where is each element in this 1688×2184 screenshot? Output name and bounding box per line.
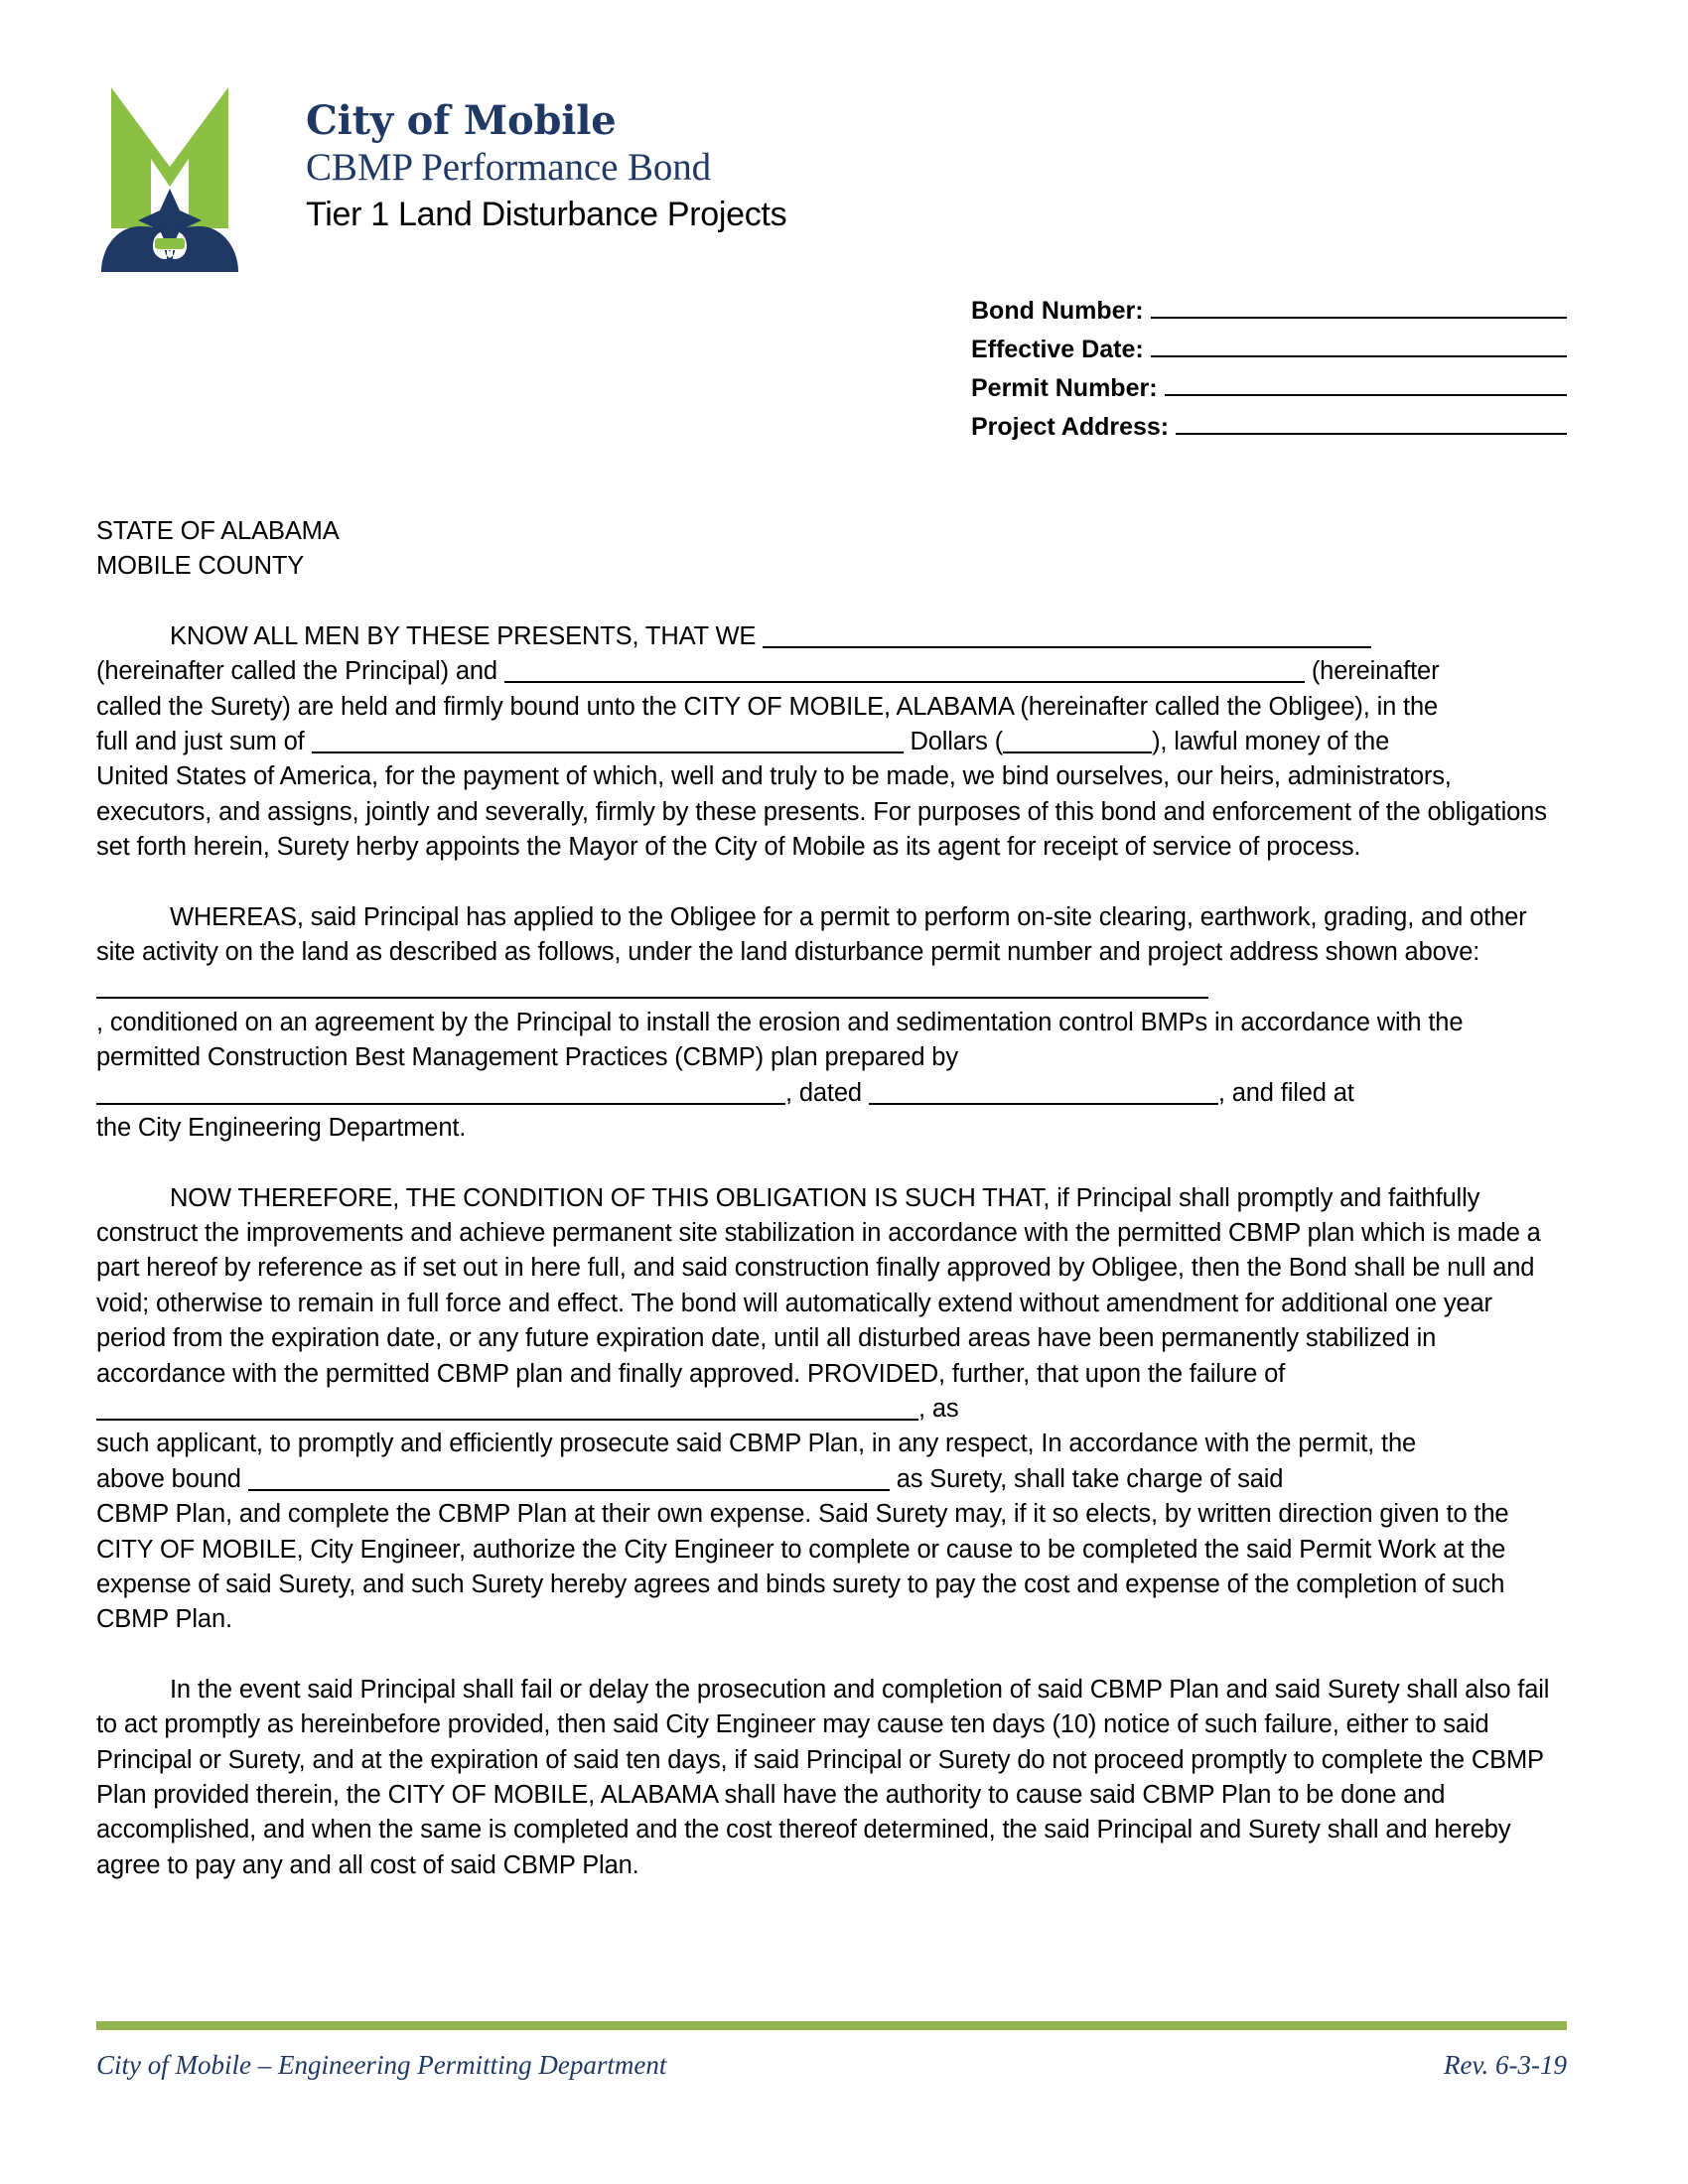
p1-sum: full and just sum of — [96, 728, 305, 756]
p1-principal: (hereinafter called the Principal) and — [96, 657, 497, 686]
document-body — [96, 514, 1563, 1883]
p3-as: , as — [918, 1394, 959, 1423]
footer-revision: Rev. 6-3-19 — [1444, 2050, 1567, 2080]
field-label: Project Address: — [971, 413, 1170, 441]
p3-above-bound: above bound — [96, 1464, 241, 1493]
paragraph-in-the-event — [96, 1673, 1563, 1883]
document-header — [95, 62, 786, 272]
field-label: Bond Number: — [971, 297, 1144, 325]
p3-applicant: such applicant, to promptly and efficiently prosecute said CBMP Plan, in any respect, In accordance with the permit, the — [96, 1430, 1417, 1458]
bond-info-fields — [971, 295, 1567, 450]
sum-figures-blank[interactable] — [1003, 730, 1152, 753]
title-block — [306, 62, 786, 236]
surety-name-blank[interactable] — [504, 659, 1305, 683]
footer-department: City of Mobile – Engineering Permitting Department — [96, 2050, 667, 2080]
p1-obligee: called the Surety) are held and firmly bound unto the CITY OF MOBILE, ALABAMA (hereinafter called the Obligee), in the — [96, 692, 1439, 721]
principal-name-blank[interactable] — [763, 624, 1371, 648]
p2-conditioned: , conditioned on an agreement by the Principal to install the erosion and sedimentation control BMPs in accordance with the permitted Construction Best Management Practices (CBMP) plan prepared by — [96, 1008, 1464, 1072]
p3-lead: NOW THEREFORE, THE CONDITION OF THIS OBLIGATION IS SUCH THAT, if Principal shall promptly and faithfully construct the improvements and achieve permanent site stabilization in accordance with the permitted CBMP plan which is made a part hereof by reference as if set out in here full, and said construction finally approved by Obligee, then the Bond shall be null and void; otherwise to remain in full force and effect. The bond will automatically extend without amendment for additional one year period from the expiration date, or any future expiration date, until all disturbed areas have been permanently stabilized in accordance with the permitted CBMP plan and finally approved. PROVIDED, further, that upon the failure of — [96, 1183, 1541, 1388]
cbmp-preparer-blank[interactable] — [96, 1081, 785, 1105]
land-description-blank[interactable] — [96, 975, 1208, 999]
p4-text: In the event said Principal shall fail or delay the prosecution and completion of said CBMP Plan and said Surety shall also fail to act promptly as hereinbefore provided, then said City Engineer may cause ten days (10) notice of such failure, either to said Principal or Surety, and at the expiration of said ten days, if said Principal or Surety do not proceed promptly to complete the CBMP Plan provided therein, the CITY OF MOBILE, ALABAMA shall have the authority to cause said CBMP Plan to be done and accomplished, and when the same is completed and the cost thereof determined, the said Principal and Surety shall and hereby agree to pay any and all cost of said CBMP Plan. — [96, 1675, 1550, 1879]
paragraph-now-therefore — [96, 1181, 1563, 1638]
page-title: City of Mobile — [306, 97, 617, 144]
field-label: Permit Number: — [971, 374, 1158, 402]
above-bound-surety-blank[interactable] — [248, 1467, 890, 1491]
sum-words-blank[interactable] — [312, 730, 904, 753]
p1-lawful: ), lawful money of the — [1152, 728, 1390, 756]
city-of-mobile-m-logo — [95, 62, 244, 272]
p1-tail: United States of America, for the payment of which, well and truly to be made, we bind ourselves, our heirs, administrators, executors, and assigns, jointly and severally, firmly by these presents. For purposes of this bond and enforcement of the obligations set forth herein, Surety herby appoints the Mayor of the City of Mobile as its agent for receipt of service of process. — [96, 762, 1547, 862]
footer-divider — [96, 2021, 1567, 2030]
p1-lead: KNOW ALL MEN BY THESE PRESENTS, THAT WE — [170, 621, 757, 650]
p2-tail: the City Engineering Department. — [96, 1114, 467, 1143]
paragraph-know-all-men — [96, 619, 1563, 866]
effective-date-input[interactable] — [1151, 334, 1567, 357]
p3-tail: CBMP Plan, and complete the CBMP Plan at their own expense. Said Surety may, if it so elects, by written direction given to the CITY OF MOBILE, City Engineer, authorize the City Engineer to complete or cause to be completed the said Permit Work at the expense of said Surety, and such Surety hereby agrees and binds surety to pay the cost and expense of the completion of such CBMP Plan. — [96, 1500, 1509, 1634]
page-subtitle: CBMP Performance Bond — [306, 146, 712, 190]
jurisdiction-state: STATE OF ALABAMA — [96, 517, 340, 545]
page-subtitle-tier: Tier 1 Land Disturbance Projects — [306, 195, 787, 233]
p2-dated: , dated — [785, 1078, 862, 1107]
field-project-address — [971, 411, 1567, 441]
p3-surety: as Surety, shall take charge of said — [896, 1464, 1284, 1493]
project-address-input[interactable] — [1176, 411, 1567, 435]
jurisdiction-county: MOBILE COUNTY — [96, 552, 305, 581]
cbmp-date-blank[interactable] — [869, 1081, 1218, 1105]
bond-number-input[interactable] — [1151, 295, 1567, 319]
field-bond-number — [971, 295, 1567, 325]
p1-hereinafter: (hereinafter — [1311, 657, 1440, 686]
document-footer — [96, 2050, 1567, 2081]
field-effective-date — [971, 334, 1567, 363]
field-permit-number — [971, 372, 1567, 402]
permit-number-input[interactable] — [1165, 372, 1567, 396]
p2-lead: WHEREAS, said Principal has applied to the Obligee for a permit to perform on-site clearing, earthwork, grading, and other site activity on the land as described as follows, under the land disturbance permit number and project address shown above: — [96, 902, 1527, 967]
p1-dollars: Dollars ( — [910, 728, 1004, 756]
field-label: Effective Date: — [971, 336, 1144, 363]
failure-party-blank[interactable] — [96, 1397, 918, 1421]
paragraph-whereas — [96, 900, 1563, 1147]
p2-filed: , and filed at — [1217, 1078, 1354, 1107]
